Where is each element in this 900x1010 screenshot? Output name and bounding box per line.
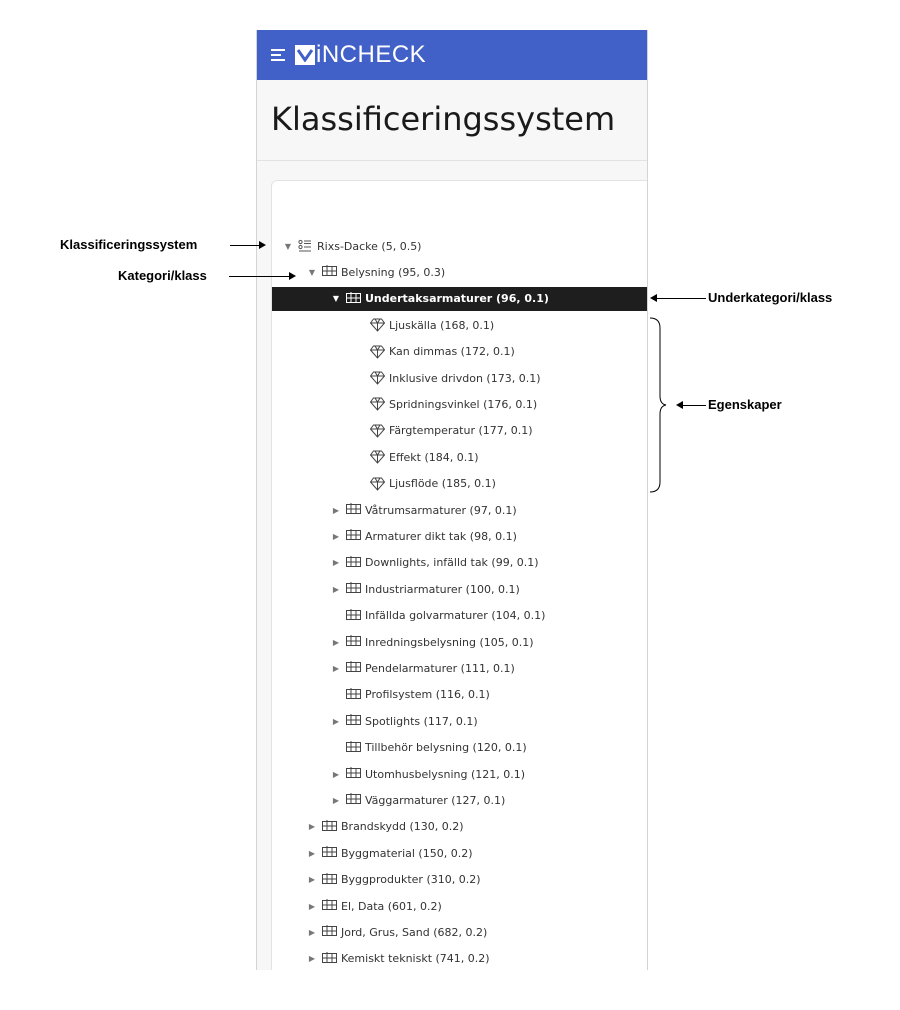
tree-node-label: Pendelarmaturer (111, 0.1) bbox=[365, 661, 515, 675]
tree-node-label: Belysning (95, 0.3) bbox=[341, 265, 446, 279]
tree-node-label: Industriarmaturer (100, 0.1) bbox=[365, 582, 520, 596]
caret-right-icon[interactable]: ▶ bbox=[308, 848, 316, 858]
grid-icon bbox=[346, 292, 360, 306]
annotation-line bbox=[656, 298, 706, 299]
caret-right-icon[interactable]: ▶ bbox=[308, 954, 316, 964]
caret-right-icon[interactable]: ▶ bbox=[308, 875, 316, 885]
tree-node-label: Inredningsbelysning (105, 0.1) bbox=[365, 635, 534, 649]
tree-node-label: Tillbehör belysning (120, 0.1) bbox=[365, 741, 527, 755]
tree-panel bbox=[271, 180, 648, 970]
app-window bbox=[256, 30, 648, 970]
grid-icon bbox=[346, 714, 360, 728]
grid-icon bbox=[346, 688, 360, 702]
grid-icon bbox=[322, 952, 336, 966]
tree-node-label: Brandskydd (130, 0.2) bbox=[341, 820, 464, 834]
tree-node[interactable] bbox=[332, 577, 520, 601]
tree-node-label: Byggmaterial (150, 0.2) bbox=[341, 846, 473, 860]
caret-down-icon[interactable]: ▼ bbox=[332, 294, 340, 304]
tree-node[interactable] bbox=[308, 920, 487, 944]
grid-icon bbox=[346, 767, 360, 781]
caret-down-icon[interactable]: ▼ bbox=[308, 267, 316, 277]
page-title: Klassificeringssystem bbox=[271, 100, 616, 138]
tree-node[interactable] bbox=[356, 392, 537, 416]
tree-node[interactable] bbox=[332, 604, 545, 628]
grid-icon bbox=[346, 793, 360, 807]
tree-node[interactable] bbox=[332, 551, 539, 575]
arrow-left-icon bbox=[676, 401, 683, 409]
tree-node-label: Färgtemperatur (177, 0.1) bbox=[389, 424, 533, 438]
annotation-subcategory: Underkategori/klass bbox=[708, 290, 833, 305]
caret-right-icon[interactable]: ▶ bbox=[332, 505, 340, 515]
tree-node[interactable] bbox=[356, 445, 479, 469]
caret-right-icon[interactable]: ▶ bbox=[308, 927, 316, 937]
arrow-left-icon bbox=[650, 294, 657, 302]
logo bbox=[295, 40, 426, 70]
tree-node-label: Infällda golvarmaturer (104, 0.1) bbox=[365, 609, 546, 623]
logo-check-icon bbox=[295, 45, 315, 65]
list-icon bbox=[298, 239, 312, 253]
diamond-icon bbox=[370, 450, 384, 464]
top-bar bbox=[257, 30, 647, 80]
tree-node-label: El, Data (601, 0.2) bbox=[341, 899, 442, 913]
tree-node[interactable] bbox=[284, 234, 421, 258]
tree-node-label: Väggarmaturer (127, 0.1) bbox=[365, 793, 506, 807]
tree-node[interactable] bbox=[332, 762, 525, 786]
tree-node[interactable] bbox=[356, 472, 496, 496]
tree-node[interactable] bbox=[332, 709, 478, 733]
tree-node[interactable] bbox=[356, 313, 494, 337]
menu-icon[interactable] bbox=[271, 49, 285, 61]
grid-icon bbox=[346, 635, 360, 649]
tree-node[interactable] bbox=[356, 340, 515, 364]
tree-node-label: Rixs-Dacke (5, 0.5) bbox=[317, 239, 422, 253]
grid-icon bbox=[346, 741, 360, 755]
caret-right-icon[interactable]: ▶ bbox=[332, 716, 340, 726]
tree-node[interactable] bbox=[332, 524, 517, 548]
grid-icon bbox=[322, 265, 336, 279]
tree-node-label: Jord, Grus, Sand (682, 0.2) bbox=[341, 925, 488, 939]
tree-node[interactable] bbox=[308, 841, 473, 865]
tree-node-label: Våtrumsarmaturer (97, 0.1) bbox=[365, 503, 517, 517]
grid-icon bbox=[346, 609, 360, 623]
caret-right-icon[interactable]: ▶ bbox=[332, 558, 340, 568]
caret-right-icon[interactable]: ▶ bbox=[308, 901, 316, 911]
page-header bbox=[257, 80, 647, 161]
grid-icon bbox=[346, 503, 360, 517]
tree-node[interactable] bbox=[332, 683, 490, 707]
tree-node[interactable] bbox=[308, 947, 490, 970]
caret-right-icon[interactable]: ▶ bbox=[308, 822, 316, 832]
tree-node[interactable] bbox=[332, 656, 515, 680]
diamond-icon bbox=[370, 477, 384, 491]
caret-right-icon[interactable]: ▶ bbox=[332, 769, 340, 779]
tree-node-label: Spotlights (117, 0.1) bbox=[365, 714, 478, 728]
annotation-classification-system: Klassificeringssystem bbox=[60, 237, 198, 252]
diamond-icon bbox=[370, 397, 384, 411]
caret-right-icon[interactable]: ▶ bbox=[332, 637, 340, 647]
grid-icon bbox=[346, 582, 360, 596]
tree-node-label: Spridningsvinkel (176, 0.1) bbox=[389, 397, 538, 411]
tree-node-label: Armaturer dikt tak (98, 0.1) bbox=[365, 529, 517, 543]
arrow-right-icon bbox=[259, 241, 266, 249]
grid-icon bbox=[322, 846, 336, 860]
tree-node-label: Downlights, infälld tak (99, 0.1) bbox=[365, 556, 539, 570]
tree-node[interactable] bbox=[308, 868, 481, 892]
tree-node[interactable] bbox=[332, 630, 534, 654]
caret-right-icon[interactable]: ▶ bbox=[332, 531, 340, 541]
annotation-line bbox=[230, 245, 260, 246]
caret-down-icon[interactable]: ▼ bbox=[284, 241, 292, 251]
tree-node-label: Profilsystem (116, 0.1) bbox=[365, 688, 490, 702]
diamond-icon bbox=[370, 345, 384, 359]
tree-node-label: Effekt (184, 0.1) bbox=[389, 450, 479, 464]
diamond-icon bbox=[370, 371, 384, 385]
logo-text-i: i bbox=[316, 41, 322, 68]
tree-node-label: Kan dimmas (172, 0.1) bbox=[389, 345, 515, 359]
caret-right-icon[interactable]: ▶ bbox=[332, 795, 340, 805]
tree-node[interactable] bbox=[332, 788, 505, 812]
grid-icon bbox=[346, 661, 360, 675]
grid-icon bbox=[346, 556, 360, 570]
tree-node[interactable] bbox=[332, 498, 517, 522]
grid-icon bbox=[322, 873, 336, 887]
tree-node-label: Inklusive drivdon (173, 0.1) bbox=[389, 371, 541, 385]
diamond-icon bbox=[370, 424, 384, 438]
tree-node[interactable] bbox=[332, 736, 527, 760]
tree-node[interactable] bbox=[308, 894, 442, 918]
tree-node-label: Kemiskt tekniskt (741, 0.2) bbox=[341, 952, 490, 966]
tree-node-label: Ljusflöde (185, 0.1) bbox=[389, 477, 496, 491]
tree-node[interactable] bbox=[308, 815, 464, 839]
annotation-line bbox=[682, 405, 706, 406]
grid-icon bbox=[346, 529, 360, 543]
caret-right-icon[interactable]: ▶ bbox=[332, 584, 340, 594]
tree-node[interactable] bbox=[308, 260, 445, 284]
grid-icon bbox=[322, 899, 336, 913]
annotation-properties: Egenskaper bbox=[708, 397, 782, 412]
tree-node-label: Undertaksarmaturer (96, 0.1) bbox=[365, 292, 549, 306]
annotation-category: Kategori/klass bbox=[118, 268, 207, 283]
grid-icon bbox=[322, 820, 336, 834]
tree-node-label: Ljuskälla (168, 0.1) bbox=[389, 318, 495, 332]
grid-icon bbox=[322, 925, 336, 939]
tree-node-label: Utomhusbelysning (121, 0.1) bbox=[365, 767, 526, 781]
annotation-line bbox=[229, 276, 290, 277]
arrow-right-icon bbox=[289, 272, 296, 280]
tree-node[interactable] bbox=[356, 366, 541, 390]
diamond-icon bbox=[370, 318, 384, 332]
properties-brace-icon bbox=[648, 316, 670, 494]
tree-node[interactable] bbox=[272, 287, 648, 311]
tree-node[interactable] bbox=[356, 419, 533, 443]
caret-right-icon[interactable]: ▶ bbox=[332, 663, 340, 673]
logo-text: NCHECK bbox=[321, 41, 427, 68]
tree-node-label: Byggprodukter (310, 0.2) bbox=[341, 873, 481, 887]
